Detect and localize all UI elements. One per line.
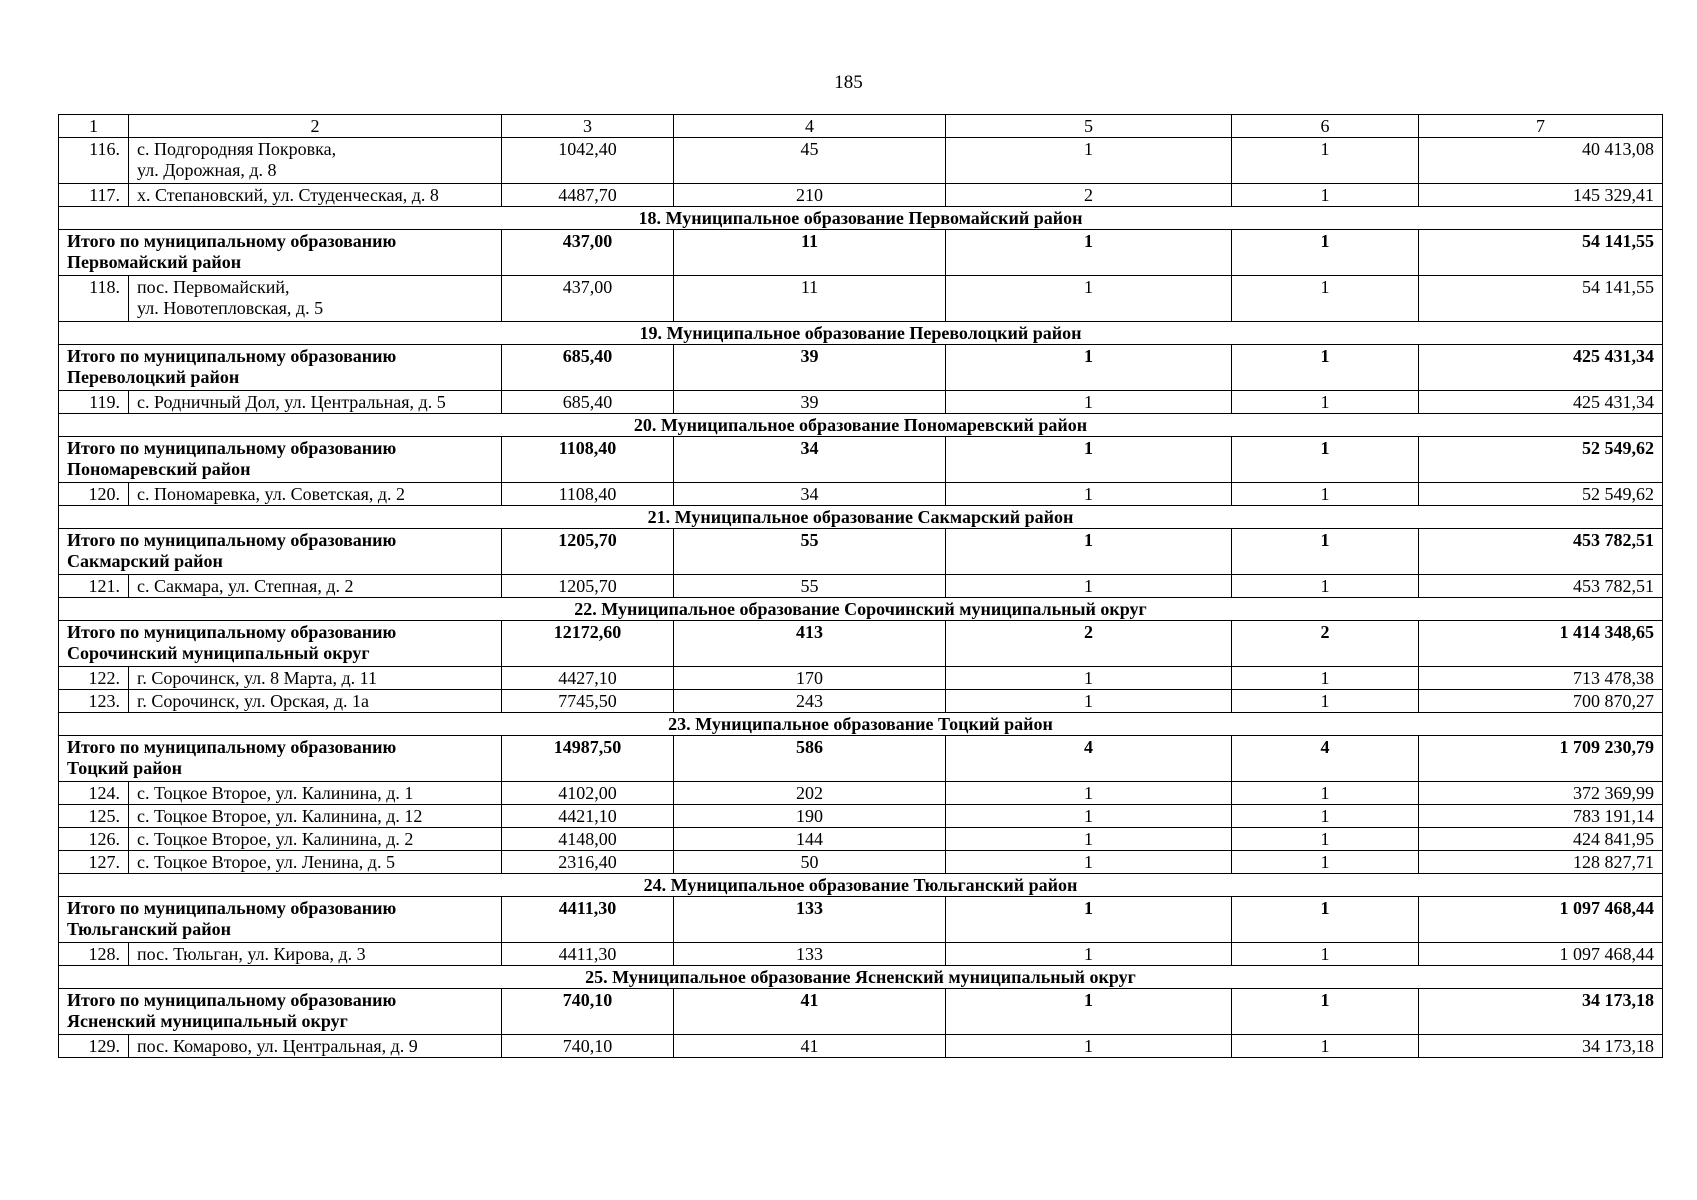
count-cell: 1: [946, 391, 1232, 414]
area-cell: 1205,70: [502, 529, 674, 575]
count-cell: 1: [1232, 1035, 1419, 1058]
total-row: [59, 345, 1663, 391]
count-cell: 1: [946, 828, 1232, 851]
cost-cell: 1 709 230,79: [1419, 736, 1663, 782]
total-label-line: Итого по муниципальному образованию: [67, 346, 397, 366]
area-cell: 4148,00: [502, 828, 674, 851]
total-label-line: Итого по муниципальному образованию: [67, 622, 397, 642]
count-cell: 1: [1232, 276, 1419, 322]
residents-cell: 41: [674, 989, 946, 1035]
address-cell: [129, 805, 502, 828]
residents-cell: 144: [674, 828, 946, 851]
table-row: [59, 138, 1663, 184]
header-cell: 6: [1232, 115, 1419, 138]
count-cell: 1: [946, 690, 1232, 713]
total-row: [59, 897, 1663, 943]
section-heading-row: [59, 207, 1663, 230]
address-cell: [129, 690, 502, 713]
address-cell: [129, 1035, 502, 1058]
section-title: 24. Муниципальное образование Тюльганский район: [59, 874, 1663, 897]
count-cell: 1: [1232, 828, 1419, 851]
section-title: 19. Муниципальное образование Переволоцкий район: [59, 322, 1663, 345]
address-cell: [129, 483, 502, 506]
total-label: [59, 897, 502, 943]
cost-cell: 1 097 468,44: [1419, 897, 1663, 943]
residents-cell: 50: [674, 851, 946, 874]
count-cell: 1: [946, 989, 1232, 1035]
area-cell: 685,40: [502, 345, 674, 391]
count-cell: 2: [946, 184, 1232, 207]
cost-cell: 34 173,18: [1419, 1035, 1663, 1058]
residents-cell: 170: [674, 667, 946, 690]
table-row: [59, 851, 1663, 874]
section-heading-row: [59, 966, 1663, 989]
area-cell: 4427,10: [502, 667, 674, 690]
address-cell: [129, 276, 502, 322]
area-cell: 12172,60: [502, 621, 674, 667]
cost-cell: 128 827,71: [1419, 851, 1663, 874]
total-label: [59, 437, 502, 483]
residents-cell: 45: [674, 138, 946, 184]
address-cell: [129, 138, 502, 184]
residents-cell: 55: [674, 529, 946, 575]
table-row: [59, 828, 1663, 851]
count-cell: 1: [1232, 437, 1419, 483]
area-cell: 4411,30: [502, 943, 674, 966]
table-row: [59, 1035, 1663, 1058]
table-row: [59, 391, 1663, 414]
address-line: пос. Первомайский,: [137, 277, 290, 297]
residents-cell: 133: [674, 943, 946, 966]
section-heading-row: [59, 874, 1663, 897]
table-row: [59, 276, 1663, 322]
section-title: 25. Муниципальное образование Ясненский муниципальный округ: [59, 966, 1663, 989]
total-label-line: Итого по муниципальному образованию: [67, 438, 397, 458]
address-line: ул. Дорожная, д. 8: [137, 160, 277, 180]
address-line: х. Степановский, ул. Студенческая, д. 8: [137, 185, 439, 205]
address-line: пос. Комарово, ул. Центральная, д. 9: [137, 1036, 418, 1056]
area-cell: 740,10: [502, 1035, 674, 1058]
count-cell: 4: [946, 736, 1232, 782]
count-cell: 1: [946, 1035, 1232, 1058]
count-cell: 1: [946, 138, 1232, 184]
total-row: [59, 230, 1663, 276]
section-title: 20. Муниципальное образование Пономаревский район: [59, 414, 1663, 437]
count-cell: 1: [1232, 138, 1419, 184]
area-cell: 1108,40: [502, 437, 674, 483]
cost-cell: 424 841,95: [1419, 828, 1663, 851]
address-line: пос. Тюльган, ул. Кирова, д. 3: [137, 944, 366, 964]
count-cell: 1: [1232, 230, 1419, 276]
cost-cell: 453 782,51: [1419, 529, 1663, 575]
section-heading-row: [59, 322, 1663, 345]
total-row: [59, 989, 1663, 1035]
table-row: [59, 575, 1663, 598]
count-cell: 1: [946, 437, 1232, 483]
count-cell: 1: [946, 851, 1232, 874]
row-number: 120.: [59, 483, 129, 506]
cost-cell: 1 414 348,65: [1419, 621, 1663, 667]
total-label-line: Тоцкий район: [67, 758, 182, 778]
header-cell: 3: [502, 115, 674, 138]
count-cell: 1: [1232, 667, 1419, 690]
area-cell: 4421,10: [502, 805, 674, 828]
residents-cell: 133: [674, 897, 946, 943]
area-cell: 4102,00: [502, 782, 674, 805]
section-heading-row: [59, 713, 1663, 736]
count-cell: 1: [1232, 943, 1419, 966]
address-cell: [129, 667, 502, 690]
count-cell: 1: [1232, 805, 1419, 828]
total-row: [59, 736, 1663, 782]
area-cell: 1042,40: [502, 138, 674, 184]
count-cell: 1: [946, 943, 1232, 966]
address-line: с. Тоцкое Второе, ул. Калинина, д. 1: [137, 783, 414, 803]
total-label-line: Тюльганский район: [67, 919, 231, 939]
data-table: [58, 114, 1663, 1058]
table-row: [59, 805, 1663, 828]
cost-cell: 372 369,99: [1419, 782, 1663, 805]
section-title: 21. Муниципальное образование Сакмарский район: [59, 506, 1663, 529]
address-line: ул. Новотепловская, д. 5: [137, 298, 324, 318]
count-cell: 1: [1232, 184, 1419, 207]
total-label: [59, 345, 502, 391]
count-cell: 1: [1232, 690, 1419, 713]
area-cell: 1108,40: [502, 483, 674, 506]
residents-cell: 34: [674, 483, 946, 506]
section-title: 22. Муниципальное образование Сорочинский муниципальный округ: [59, 598, 1663, 621]
address-line: г. Сорочинск, ул. 8 Марта, д. 11: [137, 668, 377, 688]
row-number: 116.: [59, 138, 129, 184]
address-line: г. Сорочинск, ул. Орская, д. 1а: [137, 691, 370, 711]
count-cell: 1: [1232, 529, 1419, 575]
section-heading-row: [59, 506, 1663, 529]
count-cell: 1: [946, 897, 1232, 943]
residents-cell: 55: [674, 575, 946, 598]
total-label-line: Сорочинский муниципальный округ: [67, 643, 370, 663]
total-label-line: Сакмарский район: [67, 551, 223, 571]
address-line: с. Тоцкое Второе, ул. Калинина, д. 2: [137, 829, 414, 849]
residents-cell: 41: [674, 1035, 946, 1058]
count-cell: 1: [1232, 897, 1419, 943]
count-cell: 1: [946, 483, 1232, 506]
cost-cell: 700 870,27: [1419, 690, 1663, 713]
row-number: 118.: [59, 276, 129, 322]
row-number: 128.: [59, 943, 129, 966]
table-row: [59, 943, 1663, 966]
area-cell: 437,00: [502, 230, 674, 276]
total-label: [59, 621, 502, 667]
header-cell: 4: [674, 115, 946, 138]
area-cell: 2316,40: [502, 851, 674, 874]
cost-cell: 54 141,55: [1419, 230, 1663, 276]
total-label-line: Ясненский муниципальный округ: [67, 1011, 348, 1031]
residents-cell: 586: [674, 736, 946, 782]
area-cell: 1205,70: [502, 575, 674, 598]
total-label-line: Итого по муниципальному образованию: [67, 990, 397, 1010]
address-cell: [129, 391, 502, 414]
residents-cell: 39: [674, 345, 946, 391]
count-cell: 1: [946, 667, 1232, 690]
table-row: [59, 483, 1663, 506]
cost-cell: 1 097 468,44: [1419, 943, 1663, 966]
section-title: 23. Муниципальное образование Тоцкий район: [59, 713, 1663, 736]
address-cell: [129, 575, 502, 598]
count-cell: 1: [946, 805, 1232, 828]
residents-cell: 210: [674, 184, 946, 207]
row-number: 125.: [59, 805, 129, 828]
count-cell: 1: [946, 575, 1232, 598]
count-cell: 1: [1232, 345, 1419, 391]
table-row: [59, 667, 1663, 690]
count-cell: 2: [1232, 621, 1419, 667]
residents-cell: 39: [674, 391, 946, 414]
total-label: [59, 989, 502, 1035]
area-cell: 4411,30: [502, 897, 674, 943]
table-row: [59, 184, 1663, 207]
row-number: 126.: [59, 828, 129, 851]
address-line: с. Пономаревка, ул. Советская, д. 2: [137, 484, 406, 504]
residents-cell: 413: [674, 621, 946, 667]
count-cell: 1: [1232, 391, 1419, 414]
count-cell: 2: [946, 621, 1232, 667]
cost-cell: 52 549,62: [1419, 483, 1663, 506]
area-cell: 4487,70: [502, 184, 674, 207]
area-cell: 685,40: [502, 391, 674, 414]
header-cell: 1: [59, 115, 129, 138]
residents-cell: 190: [674, 805, 946, 828]
residents-cell: 202: [674, 782, 946, 805]
row-number: 121.: [59, 575, 129, 598]
total-label: [59, 230, 502, 276]
count-cell: 4: [1232, 736, 1419, 782]
address-cell: [129, 184, 502, 207]
section-heading-row: [59, 414, 1663, 437]
section-heading-row: [59, 598, 1663, 621]
address-cell: [129, 943, 502, 966]
cost-cell: 34 173,18: [1419, 989, 1663, 1035]
cost-cell: 52 549,62: [1419, 437, 1663, 483]
count-cell: 1: [1232, 851, 1419, 874]
residents-cell: 243: [674, 690, 946, 713]
count-cell: 1: [946, 529, 1232, 575]
count-cell: 1: [1232, 782, 1419, 805]
total-label-line: Пономаревский район: [67, 459, 251, 479]
row-number: 127.: [59, 851, 129, 874]
row-number: 122.: [59, 667, 129, 690]
area-cell: 7745,50: [502, 690, 674, 713]
cost-cell: 713 478,38: [1419, 667, 1663, 690]
address-line: с. Тоцкое Второе, ул. Калинина, д. 12: [137, 806, 423, 826]
row-number: 123.: [59, 690, 129, 713]
section-title: 18. Муниципальное образование Первомайский район: [59, 207, 1663, 230]
total-row: [59, 621, 1663, 667]
cost-cell: 425 431,34: [1419, 391, 1663, 414]
total-label: [59, 736, 502, 782]
count-cell: 1: [946, 276, 1232, 322]
total-label-line: Первомайский район: [67, 252, 242, 272]
total-label-line: Переволоцкий район: [67, 367, 240, 387]
cost-cell: 145 329,41: [1419, 184, 1663, 207]
residents-cell: 34: [674, 437, 946, 483]
address-line: с. Подгородняя Покровка,: [137, 139, 337, 159]
cost-cell: 40 413,08: [1419, 138, 1663, 184]
row-number: 119.: [59, 391, 129, 414]
page-number: 185: [834, 72, 863, 93]
total-label-line: Итого по муниципальному образованию: [67, 231, 397, 251]
row-number: 117.: [59, 184, 129, 207]
count-cell: 1: [946, 230, 1232, 276]
cost-cell: 453 782,51: [1419, 575, 1663, 598]
header-cell: 2: [129, 115, 502, 138]
total-row: [59, 529, 1663, 575]
table-row: [59, 690, 1663, 713]
count-cell: 1: [946, 782, 1232, 805]
table-row: [59, 782, 1663, 805]
cost-cell: 54 141,55: [1419, 276, 1663, 322]
total-label: [59, 529, 502, 575]
total-label-line: Итого по муниципальному образованию: [67, 530, 397, 550]
table-body: [59, 115, 1663, 1058]
residents-cell: 11: [674, 230, 946, 276]
count-cell: 1: [946, 345, 1232, 391]
row-number: 129.: [59, 1035, 129, 1058]
total-label-line: Итого по муниципальному образованию: [67, 737, 397, 757]
address-line: с. Сакмара, ул. Степная, д. 2: [137, 576, 354, 596]
address-line: с. Родничный Дол, ул. Центральная, д. 5: [137, 392, 446, 412]
address-cell: [129, 851, 502, 874]
address-cell: [129, 782, 502, 805]
count-cell: 1: [1232, 989, 1419, 1035]
total-row: [59, 437, 1663, 483]
address-cell: [129, 828, 502, 851]
total-label-line: Итого по муниципальному образованию: [67, 898, 397, 918]
residents-cell: 11: [674, 276, 946, 322]
area-cell: 740,10: [502, 989, 674, 1035]
address-line: с. Тоцкое Второе, ул. Ленина, д. 5: [137, 852, 395, 872]
header-cell: 5: [946, 115, 1232, 138]
header-cell: 7: [1419, 115, 1663, 138]
row-number: 124.: [59, 782, 129, 805]
count-cell: 1: [1232, 483, 1419, 506]
cost-cell: 425 431,34: [1419, 345, 1663, 391]
table-header-row: [59, 115, 1663, 138]
cost-cell: 783 191,14: [1419, 805, 1663, 828]
area-cell: 14987,50: [502, 736, 674, 782]
count-cell: 1: [1232, 575, 1419, 598]
area-cell: 437,00: [502, 276, 674, 322]
